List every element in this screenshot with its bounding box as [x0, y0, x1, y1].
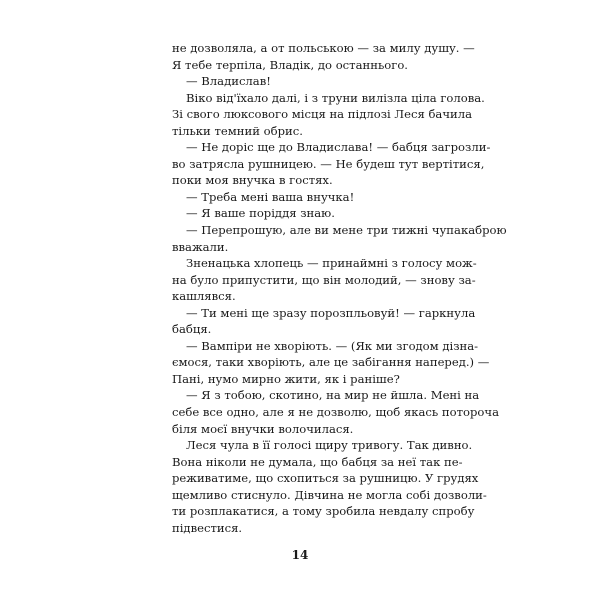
text-line: — Не доріс ще до Владислава! — бабця загрозли-	[186, 140, 491, 155]
text-line: Я тебе терпіла, Владік, до останнього.	[172, 57, 408, 72]
text-line: не дозволяла, а от польською — за милу душу. —	[172, 41, 475, 55]
text-line: біля моєї внучки волочилася.	[172, 421, 354, 436]
text-line: бабця.	[172, 322, 212, 337]
text-line: — Перепрошую, але ви мене три тижні чупакаброю	[186, 223, 507, 238]
text-line: вважали.	[172, 239, 229, 254]
text-line: тільки темний обрис.	[172, 123, 303, 138]
text-line: кашлявся.	[172, 289, 236, 304]
text-line: ємося, таки хворіють, але це забігання наперед.) —	[172, 355, 490, 370]
text-line: себе все одно, але я не дозволю, щоб якась поторочa	[172, 405, 499, 420]
text-line: во затрясла рушницею. — Не будеш тут вертітися,	[172, 156, 485, 171]
text-line: — Треба мені ваша внучка!	[186, 189, 355, 204]
text-line: ти розплакатися, а тому зробила невдалу спробу	[172, 504, 475, 519]
text-line: щемливо стиснуло. Дівчина не могла собі дозволи-	[172, 487, 487, 502]
text-line: Леся чула в її голосі щиру тривогу. Так дивно.	[186, 438, 473, 453]
page-number: 14	[291, 548, 309, 562]
text-line: підвестися.	[172, 520, 243, 535]
text-line: Зненацька хлопець — принаймні з голосу мож-	[186, 256, 477, 271]
text-line: — Ти мені ще зразу порозпльовуй! — гаркнула	[186, 305, 476, 320]
body-text	[172, 40, 507, 536]
text-line: Вона ніколи не думала, що бабця за неї так пе-	[172, 454, 463, 469]
text-line: Зі свого люксового місця на підлозі Леся бачила	[172, 107, 473, 122]
text-line: Віко від'їхало далі, і з труни вилізла ціла голова.	[186, 90, 485, 105]
text-line: поки моя внучка в гостях.	[172, 173, 333, 188]
text-line: на було припустити, що він молодий, — знову за-	[172, 272, 476, 287]
text-line: Пані, нумо мирно жити, як і раніше?	[172, 371, 400, 386]
text-line: — Вампіри не хворіють. — (Як ми згодом дізна-	[186, 338, 479, 353]
text-line: — Владислав!	[186, 74, 271, 89]
text-line: — Я з тобою, скотино, на мир не йшла. Мені на	[186, 388, 480, 403]
text-line: — Я ваше поріддя знаю.	[186, 206, 335, 221]
text-line: реживатиме, що схопиться за рушницю. У грудях	[172, 471, 479, 486]
